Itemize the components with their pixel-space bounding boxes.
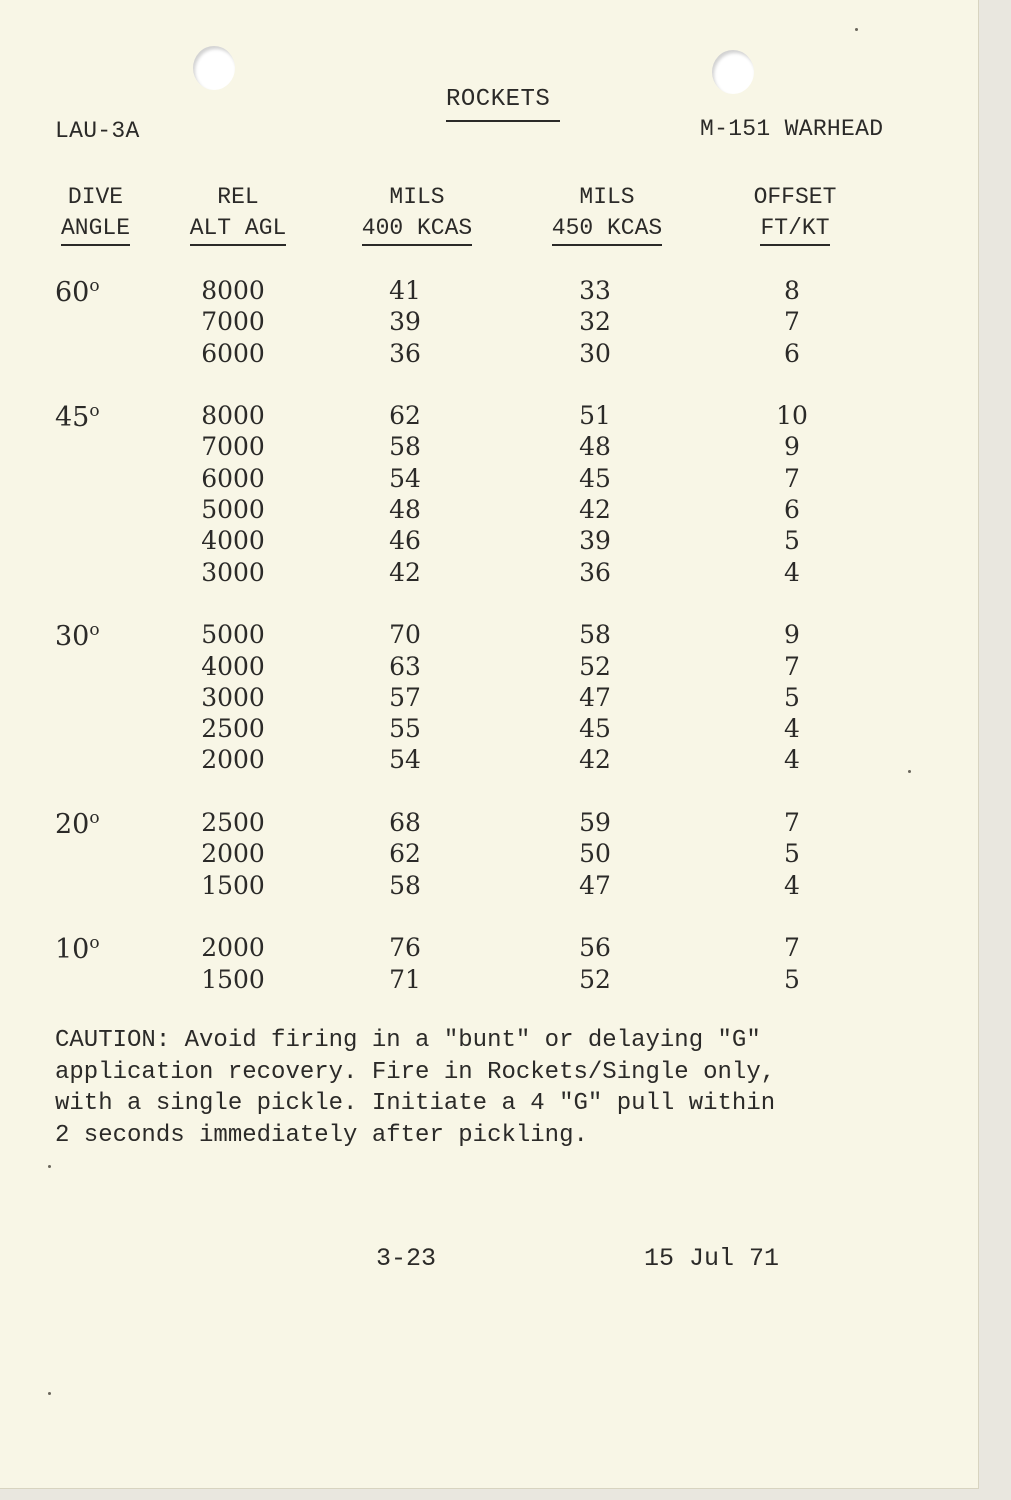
- offset-cell: 4: [784, 714, 800, 744]
- table-row: [0, 808, 978, 839]
- document-date: 15 Jul 71: [644, 1244, 780, 1273]
- mils-400-kcas-cell: 62: [389, 401, 421, 431]
- header-mils-400: [348, 182, 486, 246]
- offset-cell: 5: [784, 526, 800, 556]
- mils-400-kcas-cell: 71: [389, 964, 421, 994]
- header-rel-alt-line2: ALT AGL: [190, 213, 287, 246]
- mils-450-kcas-cell: 48: [579, 432, 611, 462]
- mils-400-kcas-cell: 48: [389, 495, 421, 525]
- offset-cell: 6: [784, 495, 800, 525]
- table-row: [0, 401, 978, 432]
- offset-cell: 4: [784, 557, 800, 587]
- release-altitude-cell: 4000: [201, 651, 265, 681]
- degree-symbol: o: [89, 808, 100, 829]
- mils-400-kcas-cell: 54: [389, 463, 421, 493]
- table-row: [0, 620, 978, 651]
- offset-cell: 10: [776, 401, 808, 431]
- mils-400-kcas-cell: 76: [389, 933, 421, 963]
- mils-450-kcas-cell: 58: [579, 620, 611, 650]
- header-offset: [740, 182, 850, 246]
- degree-symbol: o: [89, 401, 100, 422]
- mils-450-kcas-cell: 59: [579, 808, 611, 838]
- table-row: [0, 526, 978, 557]
- table-row: [0, 307, 978, 338]
- header-mils-400-line1: MILS: [389, 184, 445, 210]
- release-altitude-cell: 3000: [201, 557, 265, 587]
- offset-cell: 4: [784, 870, 800, 900]
- mils-450-kcas-cell: 51: [579, 401, 611, 431]
- offset-cell: 7: [784, 933, 800, 963]
- dive-angle-number: 30: [55, 621, 90, 653]
- offset-cell: 6: [784, 338, 800, 368]
- release-altitude-cell: 2000: [201, 839, 265, 869]
- title-underline: [446, 120, 560, 122]
- header-dive-angle-line1: DIVE: [67, 184, 124, 210]
- dive-angle-group: [0, 933, 978, 996]
- header-rel-alt-line1: REL: [217, 184, 259, 210]
- release-altitude-cell: 5000: [201, 495, 265, 525]
- mils-400-kcas-cell: 57: [389, 682, 421, 712]
- release-altitude-cell: 8000: [201, 401, 265, 431]
- degree-symbol: o: [89, 620, 100, 641]
- release-altitude-cell: 4000: [201, 526, 265, 556]
- mils-450-kcas-cell: 39: [579, 526, 611, 556]
- release-altitude-cell: 1500: [201, 964, 265, 994]
- caution-label: CAUTION:: [55, 1027, 171, 1054]
- mils-450-kcas-cell: 32: [579, 307, 611, 337]
- degree-symbol: o: [89, 276, 100, 296]
- header-offset-line2: FT/KT: [760, 213, 829, 246]
- mils-400-kcas-cell: 68: [389, 808, 421, 838]
- offset-cell: 5: [784, 964, 800, 994]
- page-number: 3-23: [376, 1244, 437, 1273]
- table-row: [0, 714, 978, 745]
- release-altitude-cell: 2500: [201, 714, 265, 744]
- release-altitude-cell: 2500: [201, 808, 265, 838]
- offset-cell: 7: [784, 463, 800, 493]
- dive-angle-group: [0, 401, 978, 589]
- mils-400-kcas-cell: 42: [389, 557, 421, 587]
- mils-450-kcas-cell: 56: [579, 933, 611, 963]
- mils-450-kcas-cell: 47: [579, 870, 611, 900]
- table-row: [0, 871, 978, 902]
- table-row: [0, 933, 978, 964]
- mils-450-kcas-cell: 50: [579, 839, 611, 869]
- offset-cell: 9: [784, 620, 800, 650]
- mils-400-kcas-cell: 70: [389, 620, 421, 650]
- paper-speck: [908, 770, 911, 773]
- release-altitude-cell: 7000: [201, 432, 265, 462]
- table-row: [0, 745, 978, 776]
- mils-450-kcas-cell: 33: [579, 276, 611, 305]
- paper-speck: [855, 28, 858, 31]
- dive-angle-number: 10: [55, 934, 90, 966]
- release-altitude-cell: 6000: [201, 338, 265, 368]
- release-altitude-cell: 2000: [201, 933, 265, 963]
- header-dive-angle-line2: ANGLE: [61, 213, 130, 246]
- mils-400-kcas-cell: 39: [389, 307, 421, 337]
- dive-angle-number: 45: [55, 402, 90, 434]
- offset-cell: 8: [784, 276, 800, 305]
- punch-hole-right: [712, 50, 754, 94]
- mils-400-kcas-cell: 62: [389, 839, 421, 869]
- release-altitude-cell: 1500: [201, 870, 265, 900]
- mils-400-kcas-cell: 63: [389, 651, 421, 681]
- warhead-label: M-151 WARHEAD: [700, 116, 884, 142]
- release-altitude-cell: 7000: [201, 307, 265, 337]
- mils-450-kcas-cell: 52: [579, 964, 611, 994]
- mils-400-kcas-cell: 36: [389, 338, 421, 368]
- mils-400-kcas-cell: 58: [389, 870, 421, 900]
- mils-450-kcas-cell: 47: [579, 682, 611, 712]
- dive-angle-group: [0, 620, 978, 776]
- offset-cell: 7: [784, 651, 800, 681]
- mils-400-kcas-cell: 55: [389, 714, 421, 744]
- table-row: [0, 432, 978, 463]
- release-altitude-cell: 8000: [201, 276, 265, 305]
- mils-450-kcas-cell: 36: [579, 557, 611, 587]
- mils-400-kcas-cell: 41: [389, 276, 421, 305]
- table-row: [0, 965, 978, 996]
- degree-symbol: o: [89, 933, 100, 954]
- launcher-label: LAU-3A: [55, 118, 140, 144]
- table-row: [0, 339, 978, 370]
- punch-hole-left: [193, 46, 235, 90]
- caution-text: Avoid firing in a "bunt" or delaying "G" application recovery. Fire in Rockets/Single only, with a single pickle. Initiate a 4 "G" pull within 2 seconds immediately after pickling.: [55, 1027, 776, 1149]
- release-altitude-cell: 5000: [201, 620, 265, 650]
- header-mils-450-line2: 450 KCAS: [552, 213, 662, 246]
- table-row: [0, 652, 978, 683]
- mils-450-kcas-cell: 45: [579, 714, 611, 744]
- offset-cell: 5: [784, 682, 800, 712]
- mils-450-kcas-cell: 42: [579, 745, 611, 775]
- offset-cell: 5: [784, 839, 800, 869]
- table-row: [0, 464, 978, 495]
- header-dive-angle: [48, 182, 143, 246]
- header-mils-400-line2: 400 KCAS: [362, 213, 472, 246]
- table-row: [0, 276, 978, 307]
- header-mils-450: [538, 182, 676, 246]
- offset-cell: 7: [784, 307, 800, 337]
- dive-angle-group: [0, 808, 978, 902]
- mils-400-kcas-cell: 46: [389, 526, 421, 556]
- mils-400-kcas-cell: 54: [389, 745, 421, 775]
- mils-450-kcas-cell: 52: [579, 651, 611, 681]
- dive-angle-group: [0, 276, 978, 370]
- paper-speck: [48, 1392, 51, 1395]
- header-offset-line1: OFFSET: [753, 184, 837, 210]
- mils-400-kcas-cell: 58: [389, 432, 421, 462]
- release-altitude-cell: 2000: [201, 745, 265, 775]
- table-row: [0, 558, 978, 589]
- header-mils-450-line1: MILS: [579, 184, 635, 210]
- table-row: [0, 495, 978, 526]
- table-row: [0, 683, 978, 714]
- paper-speck: [48, 1165, 51, 1168]
- mils-450-kcas-cell: 45: [579, 463, 611, 493]
- header-rel-alt: [176, 182, 300, 246]
- mils-450-kcas-cell: 42: [579, 495, 611, 525]
- offset-cell: 4: [784, 745, 800, 775]
- document-title: ROCKETS: [446, 86, 551, 113]
- release-altitude-cell: 6000: [201, 463, 265, 493]
- release-altitude-cell: 3000: [201, 682, 265, 712]
- offset-cell: 7: [784, 808, 800, 838]
- mils-450-kcas-cell: 30: [579, 338, 611, 368]
- dive-angle-number: 20: [55, 809, 90, 841]
- caution-note: [55, 1025, 895, 1151]
- dive-angle-number: 60: [55, 277, 90, 308]
- table-row: [0, 839, 978, 870]
- offset-cell: 9: [784, 432, 800, 462]
